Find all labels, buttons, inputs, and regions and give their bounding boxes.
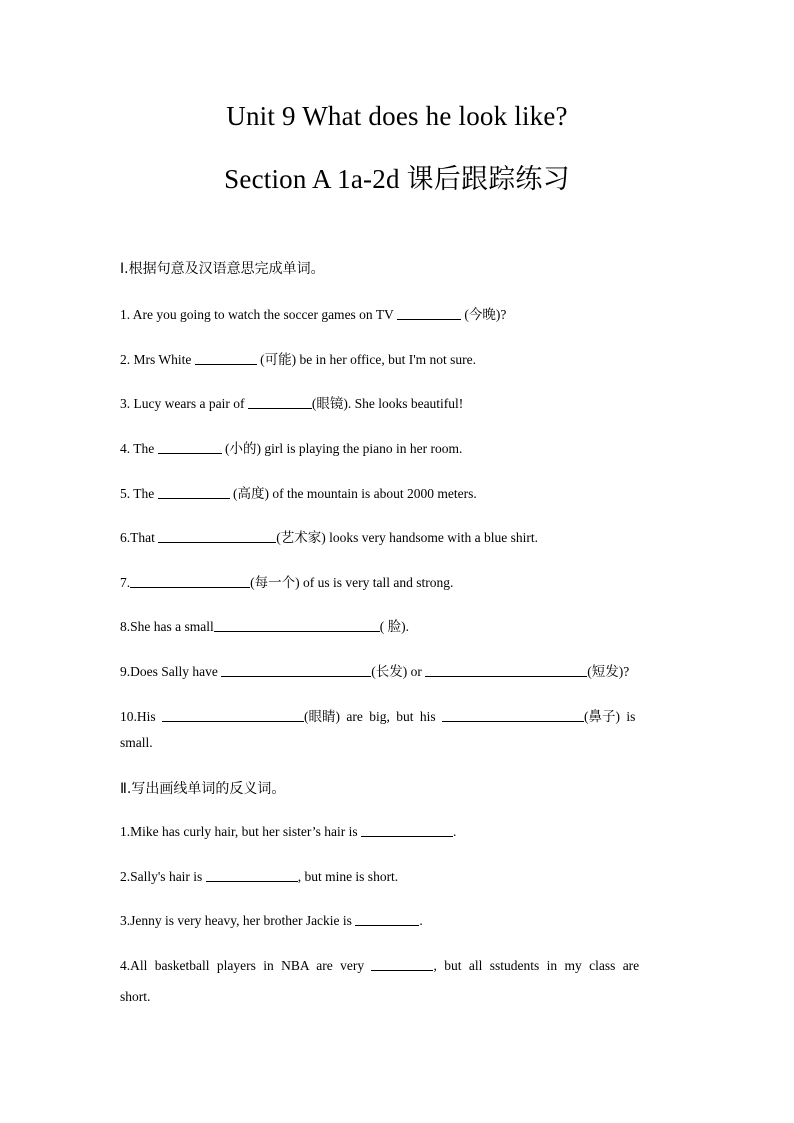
answer-blank[interactable] [158, 530, 276, 543]
section-title: Section A 1a-2d 课后跟踪练习 [224, 164, 570, 194]
exercise-item-9: 9.Does Sally have (长发) or (短发)? [120, 664, 630, 679]
antonym-item-4-continued: short. [120, 989, 151, 1004]
antonym-item-2: 2.Sally's hair is , but mine is short. [120, 869, 399, 884]
exercise-item-4: 4. The (小的) girl is playing the piano in her room. [120, 441, 463, 456]
exercise-item-2: 2. Mrs White (可能) be in her office, but I'm not sure. [120, 352, 476, 367]
answer-blank[interactable] [158, 441, 222, 454]
antonym-item-4: 4.All basketball players in NBA are very , but all sstudents in my class are [120, 958, 640, 973]
exercise-item-5: 5. The (高度) of the mountain is about 2000 meters. [120, 486, 477, 501]
antonym-item-1: 1.Mike has curly hair, but her sister’s hair is . [120, 824, 457, 839]
answer-blank[interactable] [442, 709, 584, 722]
answer-blank[interactable] [425, 664, 587, 677]
section1-heading: Ⅰ.根据句意及汉语意思完成单词。 [120, 261, 325, 277]
exercise-item-7: 7. (每一个) of us is very tall and strong. [120, 575, 454, 590]
answer-blank[interactable] [248, 396, 312, 409]
exercise-item-3: 3. Lucy wears a pair of (眼镜). She looks beautiful! [120, 396, 464, 411]
unit-title: Unit 9 What does he look like? [226, 101, 568, 131]
exercise-item-1: 1. Are you going to watch the soccer games on TV (今晚)? [120, 307, 507, 322]
exercise-item-10-continued: small. [120, 735, 153, 750]
answer-blank[interactable] [130, 575, 250, 588]
answer-blank[interactable] [162, 709, 304, 722]
exercise-item-8: 8.She has a small ( 脸). [120, 619, 409, 634]
answer-blank[interactable] [361, 824, 453, 837]
exercise-item-10: 10.His (眼睛) are big, but his (鼻子) is [120, 709, 636, 724]
answer-blank[interactable] [158, 486, 230, 499]
answer-blank[interactable] [371, 958, 433, 971]
answer-blank[interactable] [214, 619, 380, 632]
answer-blank[interactable] [397, 307, 461, 320]
answer-blank[interactable] [206, 869, 298, 882]
exercise-item-6: 6.That (艺术家) looks very handsome with a blue shirt. [120, 530, 538, 545]
section2-heading: Ⅱ.写出画线单词的反义词。 [120, 781, 286, 797]
answer-blank[interactable] [355, 913, 419, 926]
answer-blank[interactable] [221, 664, 371, 677]
answer-blank[interactable] [195, 352, 257, 365]
antonym-item-3: 3.Jenny is very heavy, her brother Jackie is . [120, 913, 423, 928]
